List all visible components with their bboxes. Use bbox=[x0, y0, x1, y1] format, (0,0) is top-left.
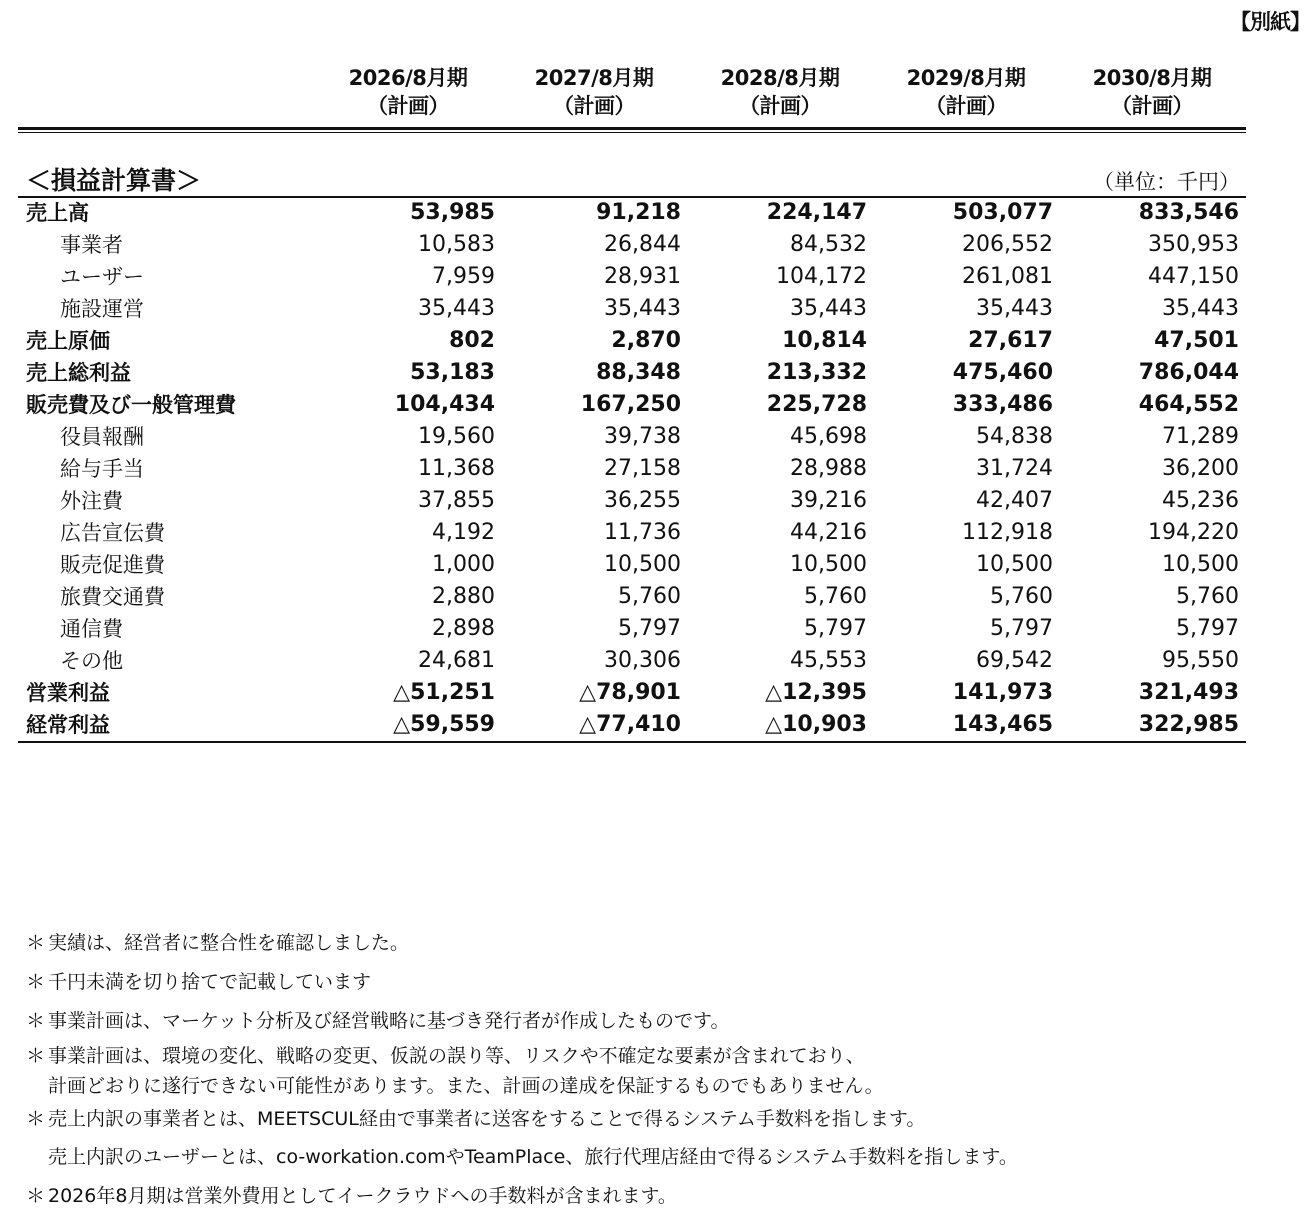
row-label: 旅費交通費 bbox=[60, 585, 165, 609]
footnote-text: 実績は、経営者に整合性を確認しました。 bbox=[48, 932, 410, 954]
footnote-text: 計画どおりに遂行できない可能性があります。また、計画の達成を保証するものでもありません。 bbox=[48, 1075, 884, 1097]
footnote-text: 千円未満を切り捨てで記載しています bbox=[48, 971, 372, 993]
annex-label: 【別紙】 bbox=[1230, 10, 1310, 34]
table-cell: 27,617 bbox=[968, 328, 1053, 353]
table-cell: 5,760 bbox=[1176, 584, 1239, 609]
table-cell: 5,760 bbox=[990, 584, 1053, 609]
table-cell: 42,407 bbox=[976, 488, 1053, 513]
footnote-marker: ＊ bbox=[26, 1108, 46, 1130]
column-type: （計画） bbox=[739, 94, 821, 118]
table-cell: 36,255 bbox=[604, 488, 681, 513]
table-row bbox=[18, 261, 1246, 293]
table-row bbox=[18, 389, 1246, 421]
footnote-text: 売上内訳のユーザーとは、co-workation.comやTeamPlace、旅行代理店経由で得るシステム手数料を指します。 bbox=[48, 1146, 1018, 1168]
table-cell: 27,158 bbox=[604, 456, 681, 481]
column-period: 2030/8月期 bbox=[1092, 66, 1212, 90]
section-title: ＜損益計算書＞ bbox=[26, 166, 202, 195]
table-cell: 167,250 bbox=[580, 392, 681, 417]
table-cell: 11,736 bbox=[604, 520, 681, 545]
table-row bbox=[18, 709, 1246, 741]
column-period: 2028/8月期 bbox=[720, 66, 840, 90]
footnote bbox=[26, 1041, 884, 1101]
table-cell: 5,797 bbox=[618, 616, 681, 641]
table-cell: △12,395 bbox=[765, 680, 867, 705]
table-cell: 7,959 bbox=[432, 264, 495, 289]
table-cell: 10,583 bbox=[418, 232, 495, 257]
table-cell: 194,220 bbox=[1148, 520, 1239, 545]
table-row bbox=[18, 485, 1246, 517]
column-period: 2027/8月期 bbox=[534, 66, 654, 90]
table-cell: 10,500 bbox=[1162, 552, 1239, 577]
table-cell: 11,368 bbox=[418, 456, 495, 481]
table-cell: 224,147 bbox=[766, 200, 867, 225]
table-cell: 47,501 bbox=[1154, 328, 1239, 353]
table-cell: 10,814 bbox=[782, 328, 867, 353]
footnote-text: 2026年8月期は営業外費用としてイークラウドへの手数料が含まれます。 bbox=[48, 1185, 677, 1207]
table-cell: 54,838 bbox=[976, 424, 1053, 449]
table-cell: 5,797 bbox=[990, 616, 1053, 641]
column-type: （計画） bbox=[1111, 94, 1193, 118]
table-cell: 45,553 bbox=[790, 648, 867, 673]
row-label: 給与手当 bbox=[60, 457, 144, 481]
table-cell: 19,560 bbox=[418, 424, 495, 449]
table-cell: 225,728 bbox=[766, 392, 867, 417]
column-type: （計画） bbox=[925, 94, 1007, 118]
table-cell: 5,797 bbox=[804, 616, 867, 641]
column-header bbox=[873, 64, 1059, 120]
table-cell: 447,150 bbox=[1148, 264, 1239, 289]
footnote-marker: ＊ bbox=[26, 1010, 46, 1032]
footnote-marker: ＊ bbox=[26, 971, 46, 993]
table-cell: 26,844 bbox=[604, 232, 681, 257]
column-type: （計画） bbox=[367, 94, 449, 118]
table-cell: 2,898 bbox=[432, 616, 495, 641]
column-period: 2026/8月期 bbox=[348, 66, 468, 90]
row-label: 役員報酬 bbox=[60, 425, 144, 449]
table-cell: 71,289 bbox=[1162, 424, 1239, 449]
table-cell: 5,760 bbox=[618, 584, 681, 609]
column-header bbox=[315, 64, 501, 120]
row-label: 経常利益 bbox=[26, 713, 110, 737]
table-cell: △51,251 bbox=[393, 680, 495, 705]
table-cell: 1,000 bbox=[432, 552, 495, 577]
table-cell: 44,216 bbox=[790, 520, 867, 545]
table-row bbox=[18, 517, 1246, 549]
footnote bbox=[26, 1181, 677, 1211]
table-cell: 35,443 bbox=[418, 296, 495, 321]
table-cell: 802 bbox=[449, 328, 495, 353]
table-cell: 30,306 bbox=[604, 648, 681, 673]
table-cell: 333,486 bbox=[952, 392, 1053, 417]
footnote bbox=[26, 1142, 1018, 1172]
table-cell: 10,500 bbox=[976, 552, 1053, 577]
table-cell: 2,880 bbox=[432, 584, 495, 609]
row-label: 施設運営 bbox=[60, 297, 144, 321]
table-cell: 88,348 bbox=[596, 360, 681, 385]
table-cell: 39,738 bbox=[604, 424, 681, 449]
header-double-rule bbox=[18, 127, 1246, 133]
column-header bbox=[687, 64, 873, 120]
row-label: 売上原価 bbox=[26, 329, 110, 353]
table-cell: 95,550 bbox=[1162, 648, 1239, 673]
row-label: 通信費 bbox=[60, 617, 123, 641]
table-cell: 37,855 bbox=[418, 488, 495, 513]
table-row bbox=[18, 229, 1246, 261]
table-cell: 143,465 bbox=[952, 712, 1053, 737]
table-row bbox=[18, 357, 1246, 389]
table-row bbox=[18, 325, 1246, 357]
row-label: 外注費 bbox=[60, 489, 123, 513]
table-cell: 5,797 bbox=[1176, 616, 1239, 641]
table-cell: 213,332 bbox=[766, 360, 867, 385]
table-row bbox=[18, 677, 1246, 709]
table-cell: 4,192 bbox=[432, 520, 495, 545]
table-cell: 53,985 bbox=[410, 200, 495, 225]
row-label: 営業利益 bbox=[26, 681, 110, 705]
table-cell: 786,044 bbox=[1138, 360, 1239, 385]
table-cell: 45,236 bbox=[1162, 488, 1239, 513]
footnote-text: 売上内訳の事業者とは、MEETSCUL経由で事業者に送客をすることで得るシステム手数料を指します。 bbox=[48, 1108, 926, 1130]
table-cell: 28,931 bbox=[604, 264, 681, 289]
table-cell: 261,081 bbox=[962, 264, 1053, 289]
table-cell: 35,443 bbox=[790, 296, 867, 321]
unit-label: （単位：千円） bbox=[1093, 170, 1240, 194]
row-label: 売上高 bbox=[26, 201, 89, 225]
table-cell: △78,901 bbox=[579, 680, 681, 705]
table-row bbox=[18, 613, 1246, 645]
table-cell: 35,443 bbox=[1162, 296, 1239, 321]
table-row bbox=[18, 453, 1246, 485]
column-period: 2029/8月期 bbox=[906, 66, 1026, 90]
footnote-text: 事業計画は、マーケット分析及び経営戦略に基づき発行者が作成したものです。 bbox=[48, 1010, 730, 1032]
table-cell: 10,500 bbox=[790, 552, 867, 577]
table-row bbox=[18, 421, 1246, 453]
table-cell: 10,500 bbox=[604, 552, 681, 577]
footnote bbox=[26, 1006, 730, 1036]
table-cell: 112,918 bbox=[962, 520, 1053, 545]
table-cell: 104,172 bbox=[776, 264, 867, 289]
table-cell: 36,200 bbox=[1162, 456, 1239, 481]
table-row bbox=[18, 293, 1246, 325]
row-label: 販売促進費 bbox=[60, 553, 165, 577]
table-cell: 24,681 bbox=[418, 648, 495, 673]
table-cell: 5,760 bbox=[804, 584, 867, 609]
footnote-marker: ＊ bbox=[26, 932, 46, 954]
table-cell: 833,546 bbox=[1138, 200, 1239, 225]
row-label: ユーザー bbox=[60, 265, 144, 289]
table-cell: 2,870 bbox=[611, 328, 681, 353]
table-cell: 104,434 bbox=[394, 392, 495, 417]
table-cell: 350,953 bbox=[1148, 232, 1239, 257]
table-row bbox=[18, 197, 1246, 229]
table-cell: 503,077 bbox=[952, 200, 1053, 225]
table-cell: 84,532 bbox=[790, 232, 867, 257]
row-label: 事業者 bbox=[60, 233, 123, 257]
table-cell: △10,903 bbox=[765, 712, 867, 737]
footnote-marker: ＊ bbox=[26, 1185, 46, 1207]
table-cell: 464,552 bbox=[1138, 392, 1239, 417]
column-header bbox=[501, 64, 687, 120]
table-cell: 31,724 bbox=[976, 456, 1053, 481]
table-cell: △77,410 bbox=[579, 712, 681, 737]
table-row bbox=[18, 645, 1246, 677]
income-statement-table bbox=[18, 197, 1246, 743]
column-header-row bbox=[18, 64, 1246, 124]
row-label: 広告宣伝費 bbox=[60, 521, 165, 545]
table-cell: 322,985 bbox=[1138, 712, 1239, 737]
row-label: 販売費及び一般管理費 bbox=[26, 393, 236, 417]
table-cell: 35,443 bbox=[976, 296, 1053, 321]
table-cell: 321,493 bbox=[1138, 680, 1239, 705]
footnote bbox=[26, 1104, 925, 1134]
row-label: 売上総利益 bbox=[26, 361, 131, 385]
table-cell: 53,183 bbox=[410, 360, 495, 385]
row-label: その他 bbox=[60, 649, 123, 673]
table-cell: 28,988 bbox=[790, 456, 867, 481]
table-row bbox=[18, 549, 1246, 581]
table-cell: 45,698 bbox=[790, 424, 867, 449]
footnote-marker: ＊ bbox=[26, 1045, 46, 1067]
table-cell: 141,973 bbox=[952, 680, 1053, 705]
table-cell: 69,542 bbox=[976, 648, 1053, 673]
table-cell: 35,443 bbox=[604, 296, 681, 321]
column-header bbox=[1059, 64, 1245, 120]
table-cell: △59,559 bbox=[393, 712, 495, 737]
table-cell: 39,216 bbox=[790, 488, 867, 513]
table-cell: 206,552 bbox=[962, 232, 1053, 257]
footnote bbox=[26, 967, 371, 997]
column-type: （計画） bbox=[553, 94, 635, 118]
footnote-text: 事業計画は、環境の変化、戦略の変更、仮説の誤り等、リスクや不確定な要素が含まれており、 bbox=[48, 1045, 865, 1067]
table-cell: 91,218 bbox=[596, 200, 681, 225]
table-row bbox=[18, 581, 1246, 613]
table-cell: 475,460 bbox=[952, 360, 1053, 385]
footnote bbox=[26, 928, 409, 958]
